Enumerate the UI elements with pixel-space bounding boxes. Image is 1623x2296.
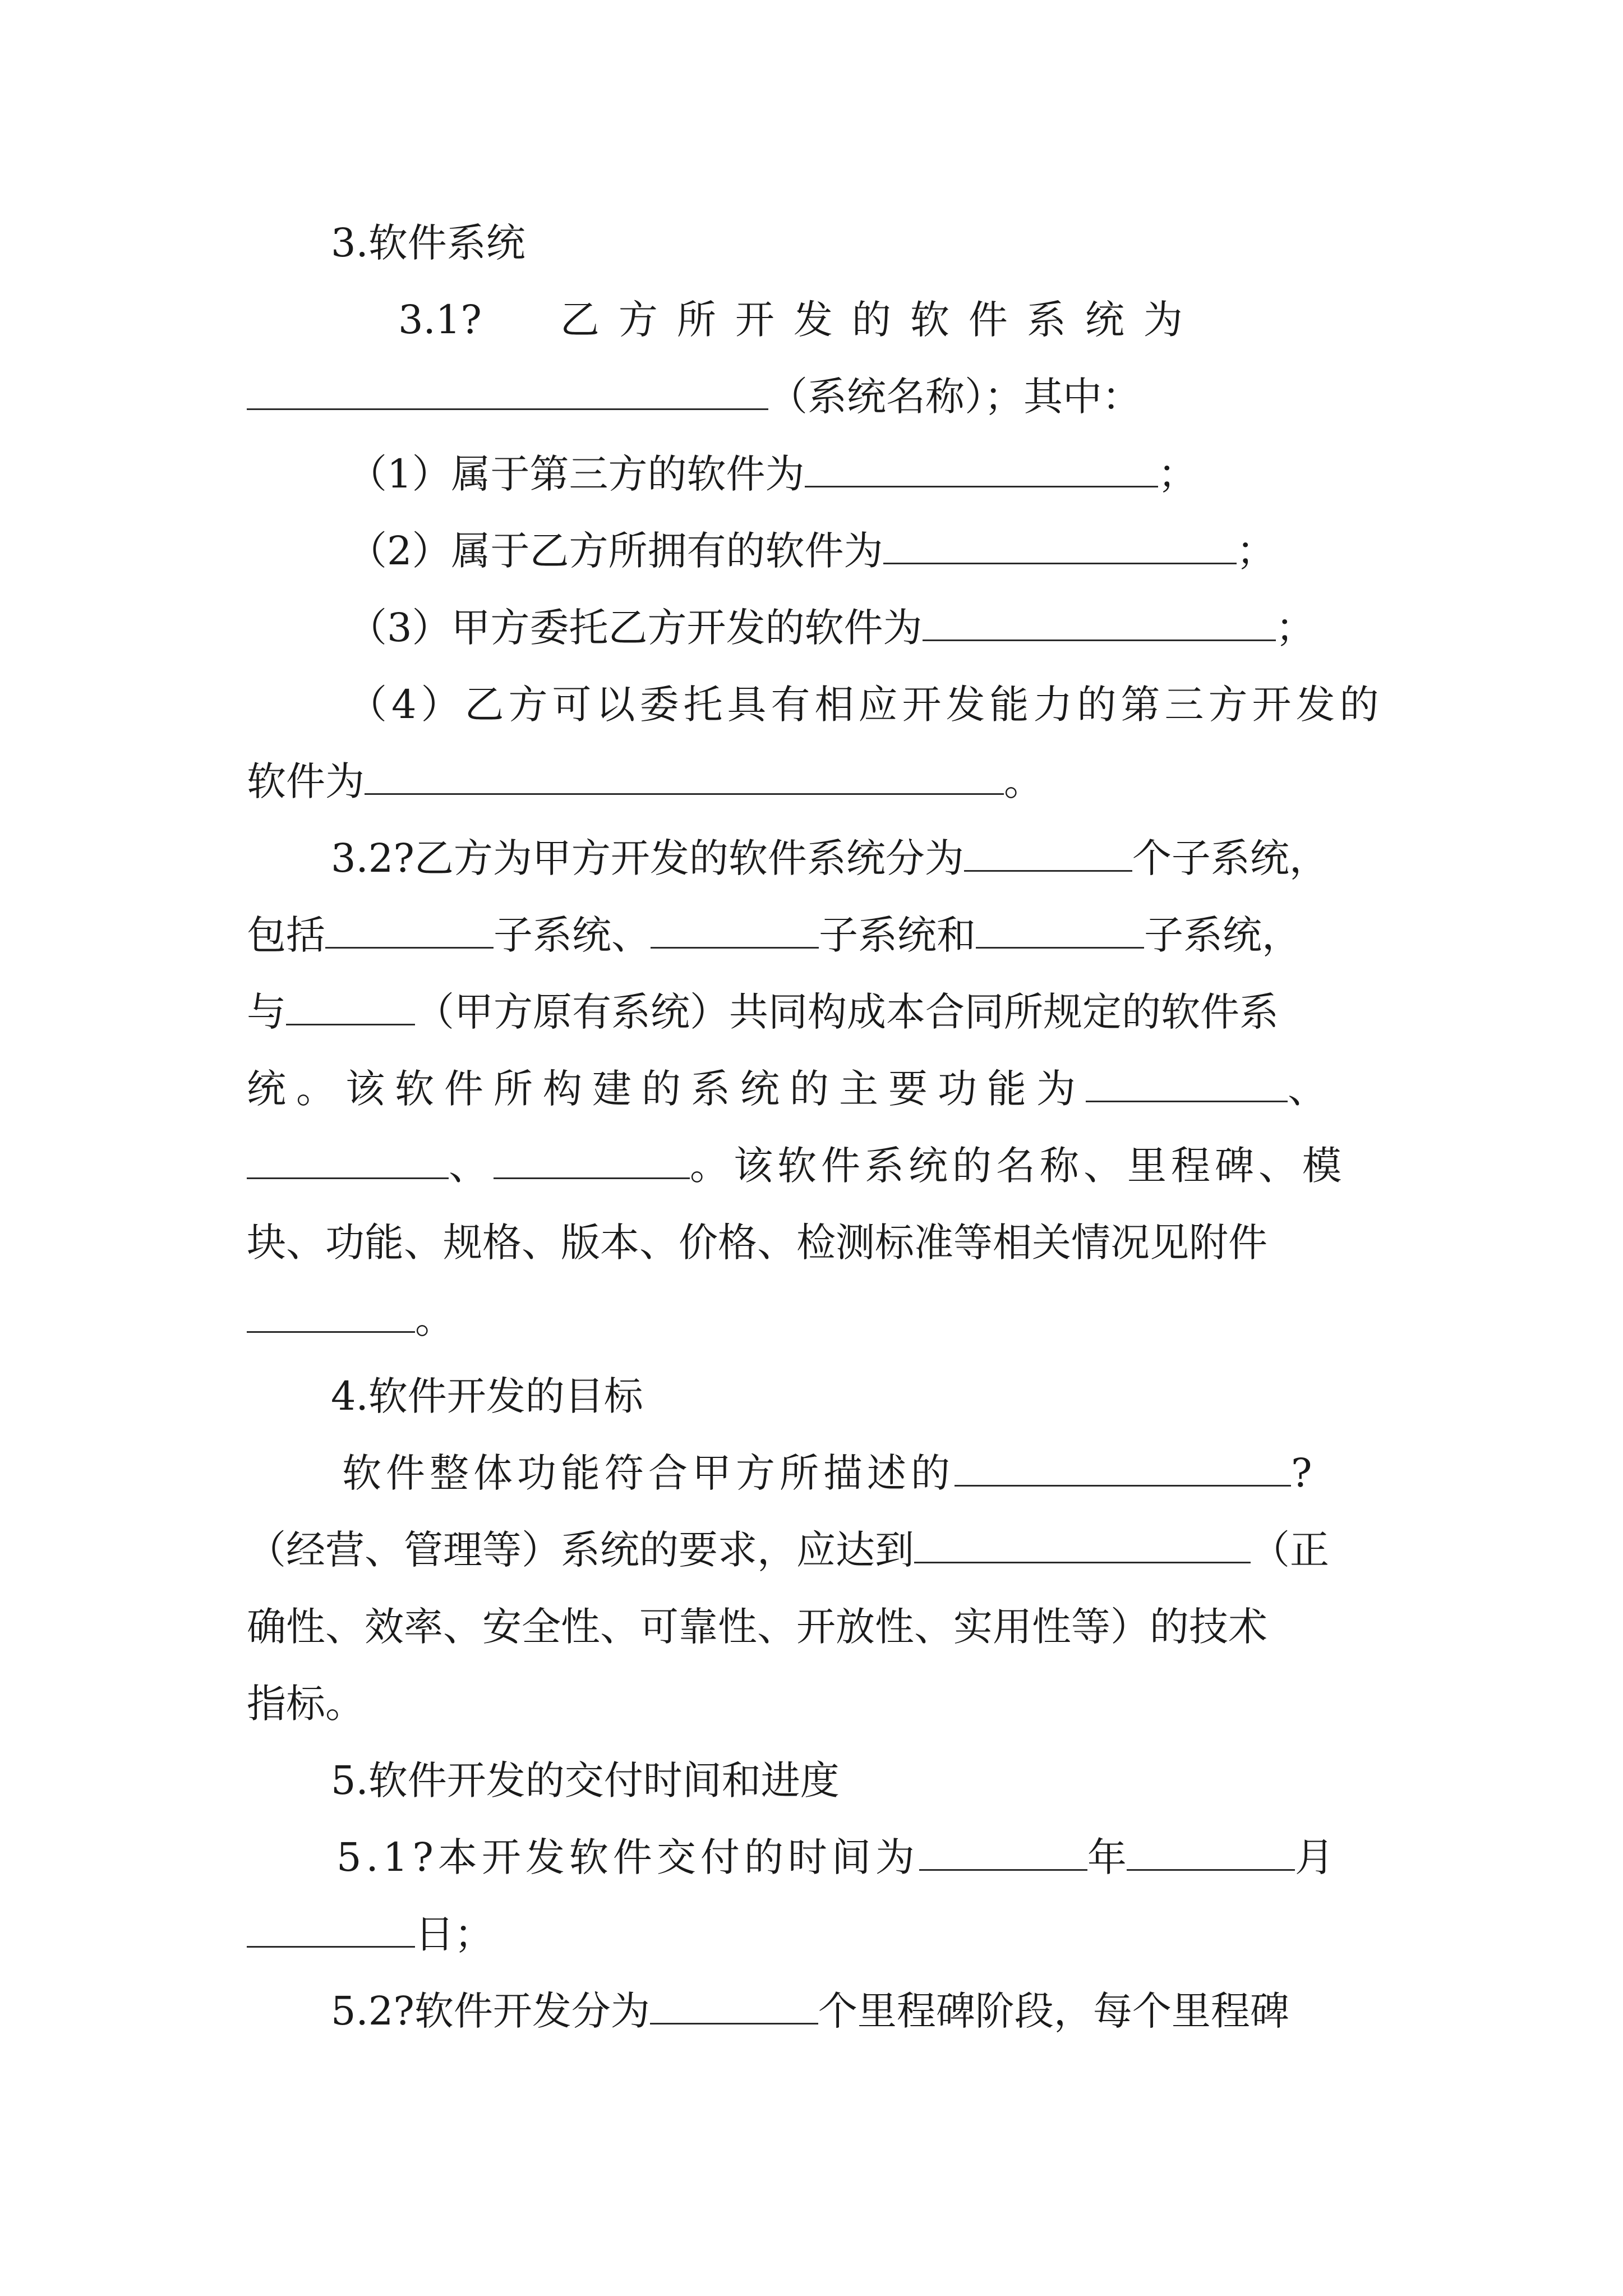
- clause-3-1-line-2: （系统名称）；其中：: [247, 366, 1141, 427]
- delivery-month-blank[interactable]: [1127, 1833, 1295, 1871]
- system-description-blank[interactable]: [955, 1449, 1291, 1487]
- delivery-day-blank[interactable]: [247, 1910, 415, 1948]
- item-3-line: （3）甲方委托乙方开发的软件为 ；: [348, 605, 1315, 651]
- subsystem-1-blank[interactable]: [325, 911, 494, 949]
- section-5-heading: 5.软件开发的交付时间和进度: [331, 1757, 840, 1803]
- system-name-blank[interactable]: [247, 372, 768, 410]
- subsystem-3-blank[interactable]: [976, 911, 1144, 949]
- technical-target-blank[interactable]: [914, 1526, 1251, 1563]
- third-party-software-blank[interactable]: [805, 450, 1158, 487]
- item-4-line-2: 软件为 。: [247, 758, 1043, 804]
- delivery-year-blank[interactable]: [919, 1833, 1087, 1871]
- main-function-1-blank[interactable]: [1086, 1065, 1288, 1102]
- section-3-heading: 3.软件系统: [331, 220, 525, 266]
- item-4-line: （4）乙方可以委托具有相应开发能力的第三方开发的: [348, 682, 1384, 728]
- clause-3-2-line-7: 。: [247, 1289, 454, 1350]
- section-4-heading: 4.软件开发的目标: [331, 1373, 643, 1419]
- main-function-2-blank[interactable]: [247, 1142, 449, 1179]
- clause-3-2-line-1: 3.2?乙方为甲方开发的软件系统分为 个子系统，: [331, 835, 1329, 881]
- subsystem-2-blank[interactable]: [651, 911, 819, 949]
- clause-3-1-line: 3.1? 乙方所开发的软件系统为: [398, 297, 1202, 343]
- attachment-number-blank[interactable]: [247, 1295, 415, 1333]
- clause-3-2-line-5: 、 。该软件系统的名称、里程碑、模: [247, 1135, 1346, 1197]
- subsystem-count-blank[interactable]: [964, 834, 1132, 872]
- item-1-line: （1）属于第三方的软件为 ；: [348, 451, 1197, 497]
- owned-software-blank[interactable]: [883, 527, 1237, 564]
- section-4-line-1: 软件整体功能符合甲方所描述的 ?: [342, 1450, 1312, 1496]
- section-4-line-3: 确性、效率、安全性、可靠性、开放性、实用性等）的技术: [247, 1604, 1267, 1650]
- item-2-line: （2）属于乙方所拥有的软件为 ；: [348, 528, 1276, 574]
- subcontract-software-blank[interactable]: [365, 757, 1004, 795]
- section-4-line-4: 指标。: [247, 1681, 365, 1727]
- main-function-3-blank[interactable]: [494, 1142, 690, 1179]
- clause-5-1-line-1: 5.1?本开发软件交付的时间为 年 月: [336, 1834, 1334, 1880]
- clause-3-2-line-3: 与 （甲方原有系统）共同构成本合同所规定的软件系: [247, 989, 1279, 1035]
- clause-5-2-line-1: 5.2?软件开发分为 个里程碑阶段，每个里程碑: [331, 1988, 1289, 2034]
- existing-system-blank[interactable]: [286, 988, 415, 1025]
- section-4-line-2: （经营、管理等）系统的要求，应达到 （正: [247, 1527, 1329, 1573]
- commissioned-software-blank[interactable]: [923, 604, 1276, 641]
- clause-3-2-line-4: 统。该软件所构建的系统的主要功能为 、: [247, 1066, 1327, 1112]
- clause-5-1-line-2: 日；: [247, 1903, 494, 1965]
- clause-3-2-line-2: 包括 子系统、 子系统和 子系统，: [247, 912, 1301, 958]
- clause-3-2-line-6: 块、功能、规格、版本、价格、检测标准等相关情况见附件: [247, 1220, 1267, 1266]
- milestone-count-blank[interactable]: [650, 1987, 818, 2024]
